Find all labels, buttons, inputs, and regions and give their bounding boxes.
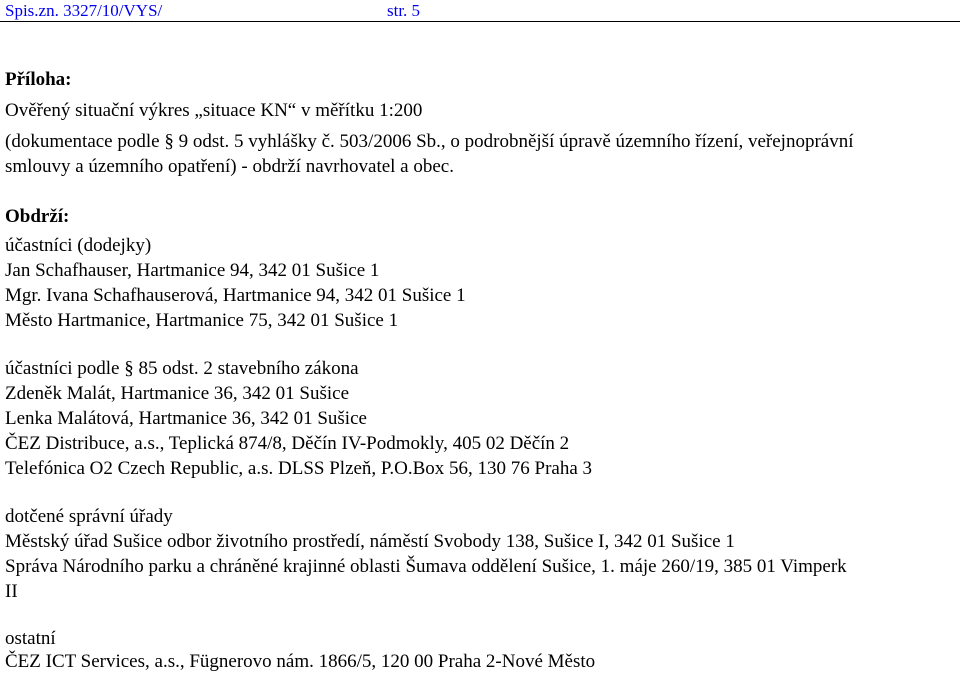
recipient-line: ČEZ Distribuce, a.s., Teplická 874/8, Děčín IV-Podmokly, 405 02 Děčín 2 — [5, 433, 570, 454]
recipient-line: Zdeněk Malát, Hartmanice 36, 342 01 Sušice — [5, 383, 350, 404]
recipient-line: Správa Národního parku a chráněné krajinné oblasti Šumava oddělení Sušice, 1. máje 260/19, 385 01 Vimperk — [5, 556, 847, 577]
recipients-heading: Obdrží: — [5, 206, 70, 227]
recipient-line: Mgr. Ivana Schafhauserová, Hartmanice 94, 342 01 Sušice 1 — [5, 285, 466, 306]
other-label: ostatní — [5, 628, 56, 649]
recipient-line: II — [5, 581, 18, 602]
attachment-line: Ověřený situační výkres „situace KN“ v měřítku 1:200 — [5, 100, 423, 121]
authorities-label: dotčené správní úřady — [5, 506, 173, 527]
header-divider — [0, 21, 960, 22]
attachment-line: (dokumentace podle § 9 odst. 5 vyhlášky č. 503/2006 Sb., o podrobnější úpravě územního řízení, veřejnoprávní — [5, 131, 854, 152]
recipient-line: Město Hartmanice, Hartmanice 75, 342 01 Sušice 1 — [5, 310, 399, 331]
recipient-line: Lenka Malátová, Hartmanice 36, 342 01 Sušice — [5, 408, 367, 429]
recipient-line: Městský úřad Sušice odbor životního prostředí, náměstí Svobody 138, Sušice I, 342 01 Sušice 1 — [5, 531, 735, 552]
attachment-heading: Příloha: — [5, 69, 72, 90]
participants-label: účastníci (dodejky) — [5, 235, 152, 256]
recipient-line: ČEZ ICT Services, a.s., Fügnerovo nám. 1866/5, 120 00 Praha 2-Nové Město — [5, 651, 596, 672]
recipient-line: Jan Schafhauser, Hartmanice 94, 342 01 Sušice 1 — [5, 260, 380, 281]
recipient-line: Telefónica O2 Czech Republic, a.s. DLSS Plzeň, P.O.Box 56, 130 76 Praha 3 — [5, 458, 593, 479]
file-reference: Spis.zn. 3327/10/VYS/ — [5, 1, 163, 20]
page-number: str. 5 — [387, 1, 421, 20]
page-header — [5, 0, 421, 22]
section85-label: účastníci podle § 85 odst. 2 stavebního zákona — [5, 358, 359, 379]
attachment-line: smlouvy a územního opatření) - obdrží navrhovatel a obec. — [5, 156, 454, 177]
